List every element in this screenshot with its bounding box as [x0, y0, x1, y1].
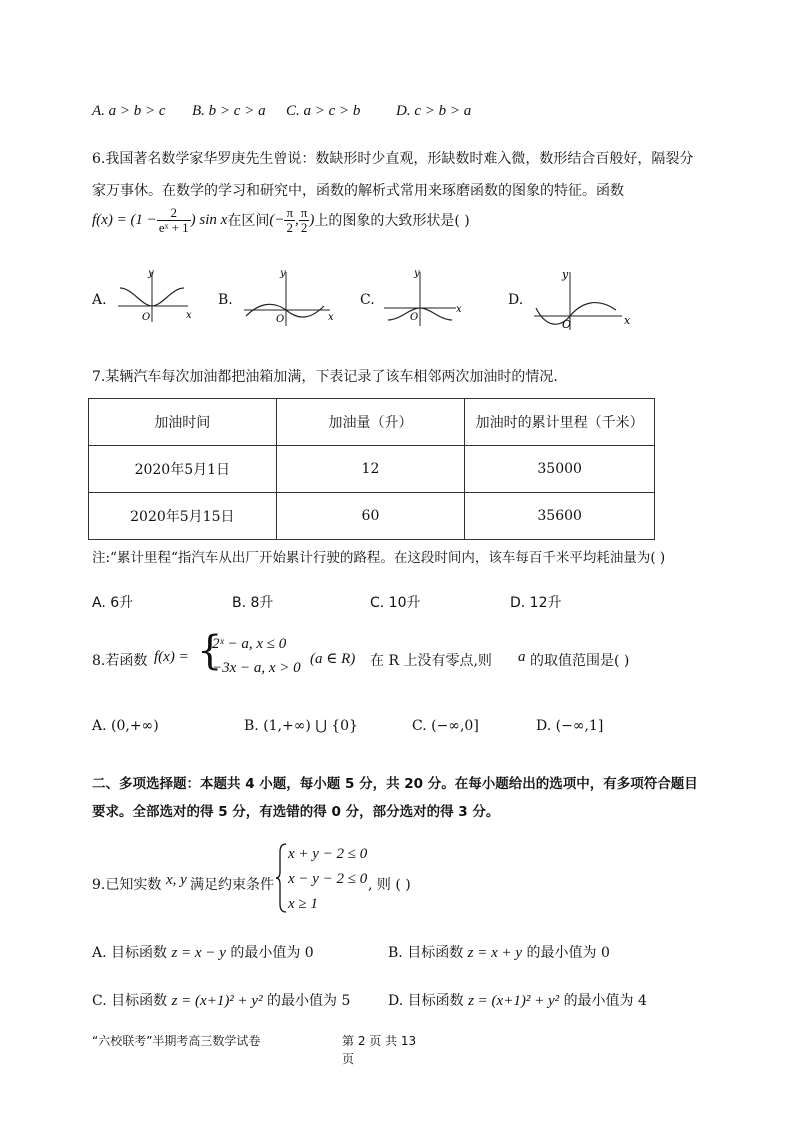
q9-vars: x, y	[166, 872, 187, 888]
q9-option-d	[388, 990, 647, 1010]
q8-prefix: 8.若函数	[92, 653, 148, 669]
q6-frac-den: eˣ + 1	[158, 219, 189, 235]
table-header: 加油量（升）	[276, 399, 465, 446]
q6-graph-c	[380, 266, 466, 328]
q6-graph-a	[112, 266, 196, 324]
y-label: y	[414, 268, 420, 279]
q6-interval-open: (−	[269, 211, 285, 228]
q9-option-b-post: 的最小值为 0	[526, 945, 610, 961]
q8-option-c: C. (−∞,0]	[412, 718, 479, 734]
q6-label-d: D.	[508, 292, 524, 308]
q6-label-a: A.	[92, 292, 107, 308]
table-header: 加油时的累计里程（千米）	[465, 399, 655, 446]
footer-page-suffix: 页	[342, 1052, 355, 1066]
origin-label: O	[276, 314, 285, 325]
q9-option-b	[388, 942, 610, 962]
table-header-row	[89, 399, 655, 446]
curve	[246, 304, 324, 317]
footer-page-number: 第 2 页 共 13	[342, 1034, 417, 1048]
q6-pi-den-2: 2	[300, 219, 308, 235]
q9-c1: x + y − 2 ≤ 0	[288, 846, 368, 862]
q8-case1: 2ˣ − a, x ≤ 0	[212, 636, 287, 652]
q6-fraction	[157, 206, 191, 234]
x-label: x	[328, 312, 334, 323]
q8-cond: (a ∈ R)	[310, 651, 356, 667]
q7-text: 7.某辆汽车每次加油都把油箱加满，下表记录了该车相邻两次加油时的情况.	[92, 369, 558, 385]
footer-exam-title: “六校联考”半期考高三数学试卷	[92, 1034, 261, 1048]
q9-option-a-pre: A. 目标函数	[92, 945, 168, 961]
table-cell: 2020年5月1日	[89, 446, 277, 493]
q6-formula-line	[92, 206, 470, 234]
q9-option-c-pre: C. 目标函数	[92, 993, 168, 1009]
origin-label: O	[142, 312, 151, 323]
q8-suffix: 在 R 上没有零点,则	[370, 653, 492, 669]
q6-end-text: 上的图象的大致形状是( )	[314, 213, 470, 230]
table-cell: 2020年5月15日	[89, 493, 277, 540]
q9-option-a-expr: z = x − y	[171, 945, 226, 961]
q9-c3: x ≥ 1	[288, 896, 318, 912]
q6-interval-sep: ,	[295, 211, 299, 228]
q9-prefix: 9.已知实数	[92, 877, 162, 893]
q6-label-b: B.	[218, 292, 233, 308]
q9-option-c-expr: z = (x+1)² + y²	[171, 993, 263, 1009]
q6-f-suffix: ) sin x	[190, 211, 228, 228]
q9-option-b-expr: z = x + y	[467, 945, 523, 961]
q9-option-a-post: 的最小值为 0	[230, 945, 314, 961]
q8-option-d: D. (−∞,1]	[536, 718, 604, 734]
table-cell: 60	[276, 493, 465, 540]
q5-option-a: A. a > b > c	[92, 103, 166, 119]
q6-graph-d	[530, 266, 636, 332]
table-header: 加油时间	[89, 399, 277, 446]
q6-pi-num-2: π	[300, 205, 308, 220]
q5-option-b: B. b > c > a	[192, 103, 266, 119]
x-label: x	[456, 304, 462, 315]
q5-option-d: D. c > b > a	[396, 103, 472, 119]
q7-option-a: A. 6升	[92, 595, 134, 611]
q8-option-b: B. (1,+∞) ⋃ {0}	[244, 718, 358, 734]
origin-label: O	[562, 318, 572, 331]
table-cell: 12	[276, 446, 465, 493]
y-label: y	[148, 268, 154, 279]
table-cell: 35600	[465, 493, 655, 540]
q6-interval-close: )	[309, 211, 315, 228]
q9-option-d-pre: D. 目标函数	[388, 993, 464, 1009]
q6-pi-frac-2	[299, 206, 310, 234]
q6-mid-text: 在区间	[227, 213, 270, 230]
q6-frac-num: 2	[157, 206, 191, 221]
x-label: x	[186, 310, 192, 321]
section2-line1: 二、多项选择题：本题共 4 小题，每小题 5 分，共 20 分。在每小题给出的选项中，有多项符合题目	[92, 776, 698, 792]
q9-option-c-post: 的最小值为 5	[267, 993, 351, 1009]
section2-line2: 要求。全部选对的得 5 分，有选错的得 0 分，部分选对的得 3 分。	[92, 804, 500, 820]
table-row	[89, 446, 655, 493]
q6-pi-frac-1	[284, 206, 295, 234]
q6-line1: 6.我国著名数学家华罗庚先生曾说：数缺形时少直观，形缺数时难入微，数形结合百般好，隔裂分	[92, 151, 694, 167]
curve	[536, 303, 616, 325]
q7-table	[88, 398, 655, 540]
q6-f-prefix: f(x) = (1 −	[92, 211, 157, 228]
q9-c2: x − y − 2 ≤ 0	[288, 871, 368, 887]
q8-case2: −3x − a, x > 0	[212, 660, 301, 676]
q9-brace	[276, 842, 288, 914]
q6-pi-den-1: 2	[286, 219, 293, 235]
y-label: y	[280, 268, 286, 279]
y-label: y	[562, 268, 569, 281]
q9-mid: 满足约束条件	[190, 877, 274, 893]
q9-suffix: , 则 ( )	[368, 877, 411, 893]
q7-option-c: C. 10升	[370, 595, 421, 611]
q7-option-d: D. 12升	[510, 595, 562, 611]
q6-graph-b	[240, 266, 340, 328]
q9-option-d-expr: z = (x+1)² + y²	[468, 993, 560, 1009]
q8-option-a: A. (0,+∞)	[92, 718, 159, 734]
q9-option-d-post: 的最小值为 4	[563, 993, 647, 1009]
q7-option-b: B. 8升	[232, 595, 274, 611]
table-row	[89, 493, 655, 540]
table-cell: 35000	[465, 446, 655, 493]
q7-note: 注:“累计里程“指汽车从出厂开始累计行驶的路程。在这段时间内，该车每百千米平均耗油量为( )	[92, 550, 666, 566]
origin-label: O	[410, 312, 419, 323]
x-label: x	[624, 314, 631, 327]
q8-brace: {	[197, 628, 223, 674]
q8-a: a	[518, 649, 526, 665]
q5-option-c: C. a > c > b	[286, 103, 361, 119]
q6-line2: 家万事休。在数学的学习和研究中，函数的解析式常用来琢磨函数的图象的特征。函数	[92, 183, 624, 199]
q9-option-b-pre: B. 目标函数	[388, 945, 464, 961]
q6-label-c: C.	[360, 292, 375, 308]
q9-option-a	[92, 942, 314, 962]
q8-suffix2: 的取值范围是( )	[530, 653, 630, 669]
q8-f: f(x) =	[154, 649, 189, 665]
q9-option-c	[92, 990, 350, 1010]
q6-pi-num-1: π	[286, 205, 294, 220]
